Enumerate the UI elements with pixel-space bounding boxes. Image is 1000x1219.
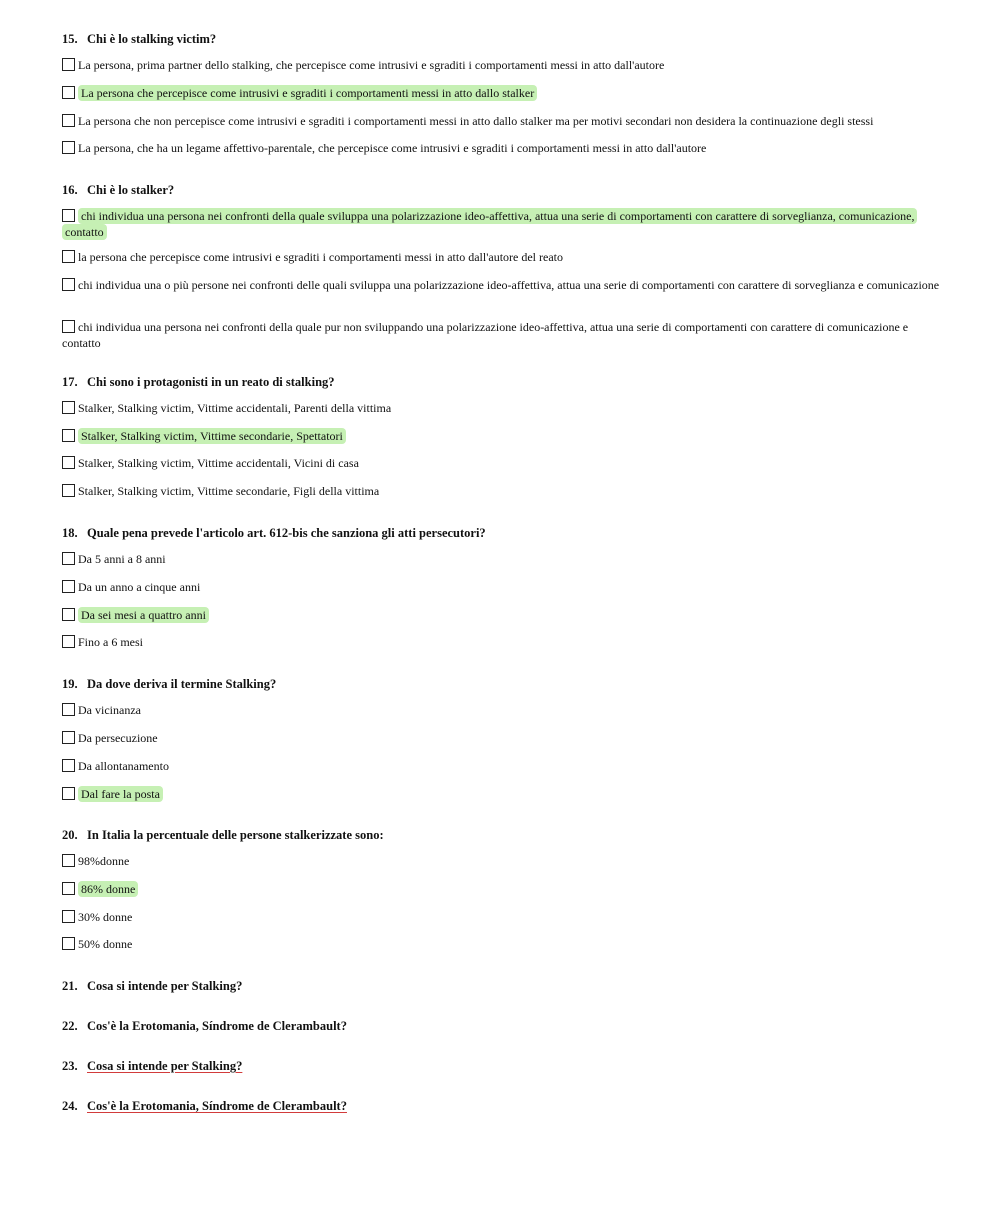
question-15-option-1[interactable]: La persona, prima partner dello stalking, che percepisce come intrusivi e sgraditi i comportamenti messi in atto dall'autore [62,58,942,74]
checkbox[interactable] [62,759,75,772]
checkbox[interactable] [62,114,75,127]
question-20-option-1[interactable]: 98%donne [62,854,942,870]
question-20-option-4[interactable]: 50% donne [62,937,942,953]
checkbox[interactable] [62,552,75,565]
question-15-option-4[interactable]: La persona, che ha un legame affettivo-parentale, che percepisce come intrusivi e sgraditi i comportamenti messi in atto dall'autore [62,141,942,157]
question-19-title: 19. Da dove deriva il termine Stalking? [62,677,277,691]
question-16-option-3[interactable]: chi individua una o più persone nei confronti delle quali sviluppa una polarizzazione ideo-affettiva, attua una serie di comportamenti con carattere di sorveglianza e comunicazione [62,278,942,294]
question-18-option-4[interactable]: Fino a 6 mesi [62,635,942,651]
question-20-title: 20. In Italia la percentuale delle persone stalkerizzate sono: [62,828,384,842]
question-18-option-2[interactable]: Da un anno a cinque anni [62,580,942,596]
question-17-option-3[interactable]: Stalker, Stalking victim, Vittime accidentali, Vicini di casa [62,456,942,472]
question-23-title: 23. Cosa si intende per Stalking? [62,1059,243,1073]
question-17-title: 17. Chi sono i protagonisti in un reato di stalking? [62,375,335,389]
checkbox[interactable] [62,484,75,497]
checkbox[interactable] [62,429,75,442]
checkbox[interactable] [62,278,75,291]
checkbox[interactable] [62,731,75,744]
question-17-option-4[interactable]: Stalker, Stalking victim, Vittime secondarie, Figli della vittima [62,484,942,500]
checkbox[interactable] [62,320,75,333]
question-17-option-1[interactable]: Stalker, Stalking victim, Vittime accidentali, Parenti della vittima [62,401,942,417]
question-19-option-4[interactable]: Dal fare la posta [62,787,942,803]
question-16-title: 16. Chi è lo stalker? [62,183,175,197]
question-21-title: 21. Cosa si intende per Stalking? [62,979,243,993]
question-15-option-2[interactable]: La persona che percepisce come intrusivi e sgraditi i comportamenti messi in atto dallo stalker [62,86,942,102]
checkbox[interactable] [62,608,75,621]
question-18-option-3[interactable]: Da sei mesi a quattro anni [62,608,942,624]
question-19-option-2[interactable]: Da persecuzione [62,731,942,747]
checkbox[interactable] [62,456,75,469]
checkbox[interactable] [62,937,75,950]
question-20-option-2[interactable]: 86% donne [62,882,942,898]
question-20-option-3[interactable]: 30% donne [62,910,942,926]
checkbox[interactable] [62,141,75,154]
checkbox[interactable] [62,580,75,593]
question-16-option-4[interactable]: chi individua una persona nei confronti della quale pur non sviluppando una polarizzazione ideo-affettiva, attua una serie di comportamenti con carattere di comunicazione e contatto [62,320,909,350]
checkbox[interactable] [62,787,75,800]
question-18-option-1[interactable]: Da 5 anni a 8 anni [62,552,942,568]
question-24-title: 24. Cos'è la Erotomania, Síndrome de Clerambault? [62,1099,347,1113]
checkbox[interactable] [62,882,75,895]
question-19-option-3[interactable]: Da allontanamento [62,759,942,775]
question-15-option-3[interactable]: La persona che non percepisce come intrusivi e sgraditi i comportamenti messi in atto dallo stalker ma per motivi secondari non desidera la continuazione degli stessi [62,114,942,130]
checkbox[interactable] [62,86,75,99]
checkbox[interactable] [62,703,75,716]
checkbox[interactable] [62,910,75,923]
question-22-title: 22. Cos'è la Erotomania, Síndrome de Clerambault? [62,1019,347,1033]
checkbox[interactable] [62,635,75,648]
checkbox[interactable] [62,401,75,414]
question-16-option-1[interactable]: chi individua una persona nei confronti della quale sviluppa una polarizzazione ideo-affettiva, attua una serie di comportamenti con carattere di sorveglianza, comunicazione, contatto [62,209,942,240]
question-17-option-2[interactable]: Stalker, Stalking victim, Vittime secondarie, Spettatori [62,429,942,445]
question-18-title: 18. Quale pena prevede l'articolo art. 612-bis che sanziona gli atti persecutori? [62,526,486,540]
checkbox[interactable] [62,250,75,263]
checkbox[interactable] [62,209,75,222]
question-16-option-2[interactable]: la persona che percepisce come intrusivi e sgraditi i comportamenti messi in atto dall'autore del reato [62,250,942,266]
checkbox[interactable] [62,58,75,71]
checkbox[interactable] [62,854,75,867]
question-15-title: 15. Chi è lo stalking victim? [62,32,217,46]
question-19-option-1[interactable]: Da vicinanza [62,703,942,719]
